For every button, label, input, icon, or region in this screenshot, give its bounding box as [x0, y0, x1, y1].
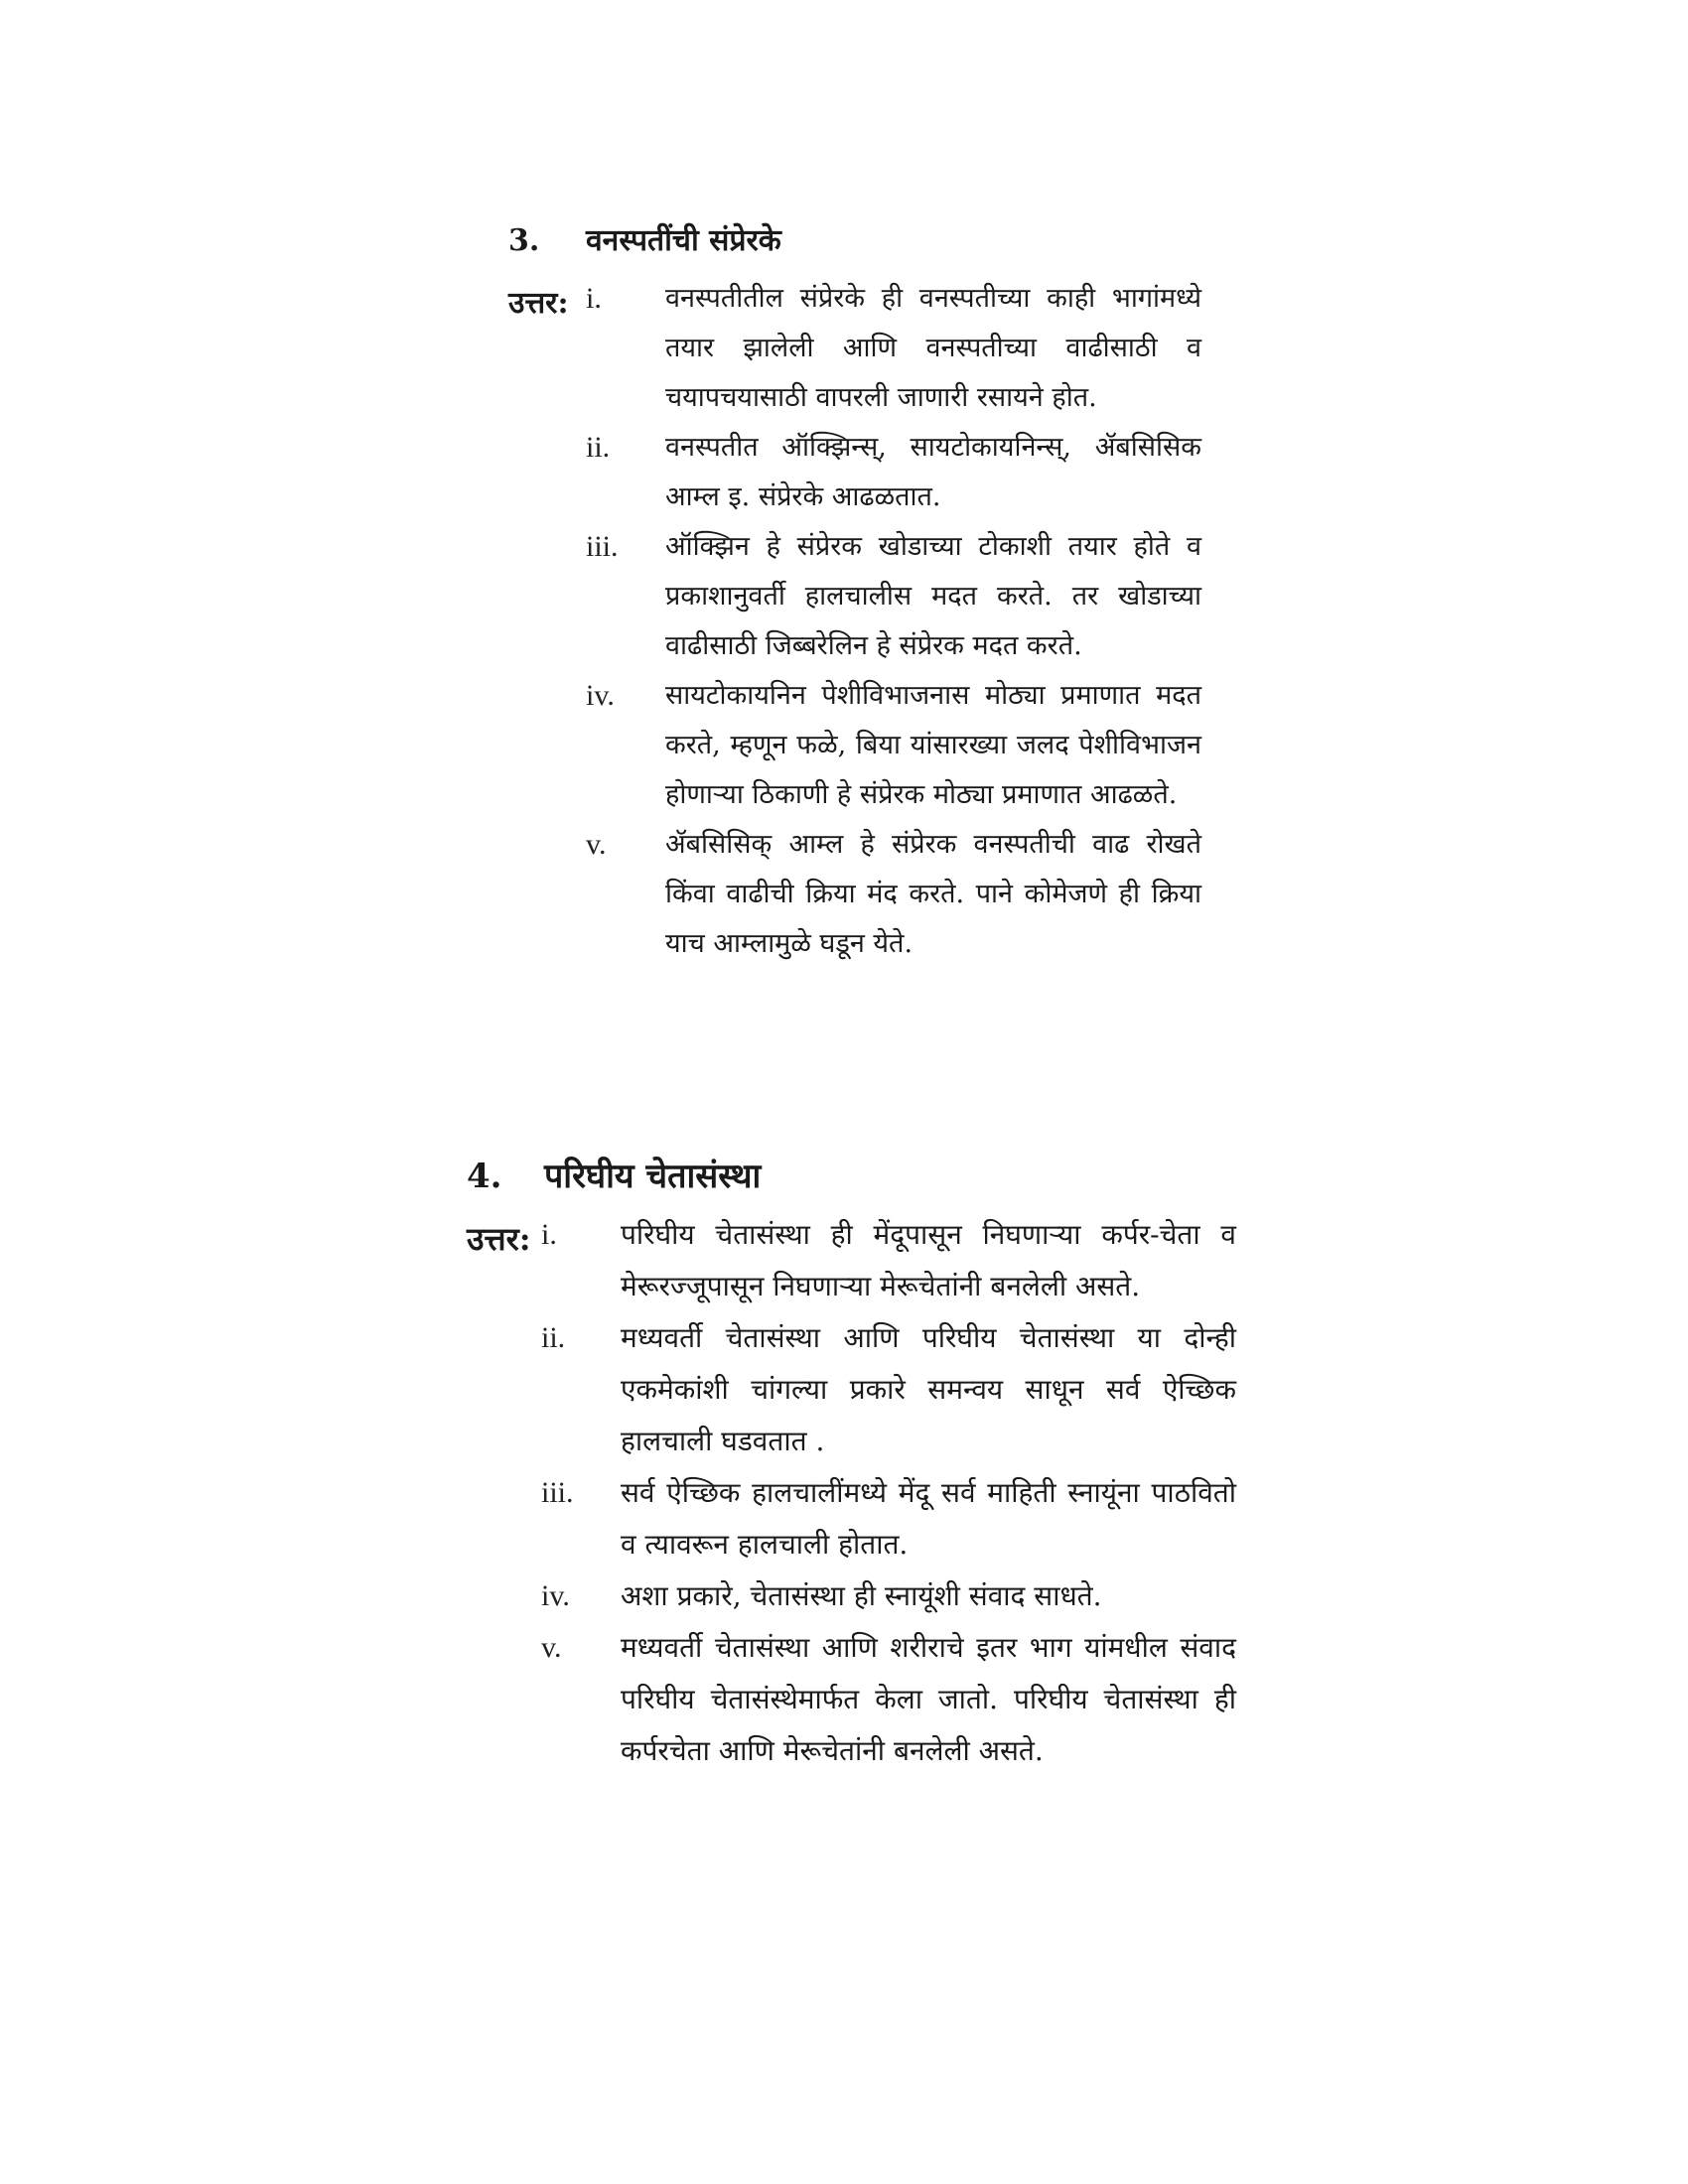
list-item — [586, 522, 1201, 671]
item-marker: i. — [541, 1218, 557, 1251]
item-marker: v. — [586, 828, 607, 861]
item-text: मध्यवर्ती चेतासंस्था आणि परिघीय चेतासंस्था या दोन्ही एकमेकांशी चांगल्या प्रकारे समन्वय साधून सर्व ऐच्छिक हालचाली घडवतात . — [621, 1321, 1236, 1457]
item-text: ऑक्झिन हे संप्रेरक खोडाच्या टोकाशी तयार होते व प्रकाशानुवर्ती हालचालीस मदत करते. तर खोडाच्या वाढीसाठी जिब्बरेलिन हे संप्रेरक मदत करते. — [665, 531, 1201, 661]
section-number: 4. — [467, 1157, 502, 1196]
list-item — [586, 671, 1201, 820]
list-item — [541, 1570, 1236, 1622]
item-text: अशा प्रकारे, चेतासंस्था ही स्नायूंशी संवाद साधते. — [621, 1579, 1102, 1612]
list-item — [541, 1209, 1236, 1312]
item-text: सर्व ऐच्छिक हालचालींमध्ये मेंदू सर्व माहिती स्नायूंना पाठवितो व त्यावरून हालचाली होतात. — [621, 1476, 1236, 1561]
list-item — [541, 1622, 1236, 1777]
section-title: वनस्पतींची संप्रेरके — [586, 223, 781, 258]
section-number: 3. — [508, 223, 540, 258]
item-text: परिघीय चेतासंस्था ही मेंदूपासून निघणाऱ्या कर्पर-चेता व मेरूरज्जूपासून निघणाऱ्या मेरूचेतांनी बनलेली असते. — [621, 1218, 1236, 1302]
answer-list — [586, 274, 1201, 969]
answer-label: उत्तर: — [508, 286, 569, 321]
item-marker: iii. — [586, 530, 619, 563]
item-text: मध्यवर्ती चेतासंस्था आणि शरीराचे इतर भाग यांमधील संवाद परिघीय चेतासंस्थेमार्फत केला जातो. परिघीय चेतासंस्था ही कर्परचेता आणि मेरूचेतांनी बनलेली असते. — [621, 1631, 1236, 1767]
answer-label: उत्तर: — [467, 1220, 531, 1258]
item-text: वनस्पतीत ऑक्झिन्स्, सायटोकायनिन्स्, ॲबसिसिक आम्ल इ. संप्रेरके आढळतात. — [665, 432, 1201, 512]
list-item — [586, 274, 1201, 423]
section-heading — [508, 218, 781, 259]
section-title: परिघीय चेतासंस्था — [544, 1157, 762, 1196]
item-marker: iv. — [586, 679, 615, 712]
list-item — [541, 1467, 1236, 1570]
item-marker: v. — [541, 1631, 562, 1664]
item-marker: iv. — [541, 1579, 570, 1612]
item-text: वनस्पतीतील संप्रेरके ही वनस्पतीच्या काही भागांमध्ये तयार झालेली आणि वनस्पतीच्या वाढीसाठी व चयापचयासाठी वापरली जाणारी रसायने होत. — [665, 283, 1201, 413]
section-heading — [467, 1152, 761, 1197]
item-marker: iii. — [541, 1476, 574, 1509]
item-text: सायटोकायनिन पेशीविभाजनास मोठ्या प्रमाणात मदत करते, म्हणून फळे, बिया यांसारख्या जलद पेशीविभाजन होणाऱ्या ठिकाणी हे संप्रेरक मोठ्या प्रमाणात आढळते. — [665, 680, 1201, 810]
list-item — [586, 423, 1201, 522]
item-marker: ii. — [541, 1321, 566, 1354]
answer-list — [541, 1209, 1236, 1777]
list-item — [586, 820, 1201, 969]
item-text: ॲबसिसिक् आम्ल हे संप्रेरक वनस्पतीची वाढ रोखते किंवा वाढीची क्रिया मंद करते. पाने कोमेजणे ही क्रिया याच आम्लामुळे घडून येते. — [665, 829, 1201, 959]
list-item — [541, 1312, 1236, 1467]
item-marker: i. — [586, 282, 602, 315]
item-marker: ii. — [586, 431, 611, 464]
